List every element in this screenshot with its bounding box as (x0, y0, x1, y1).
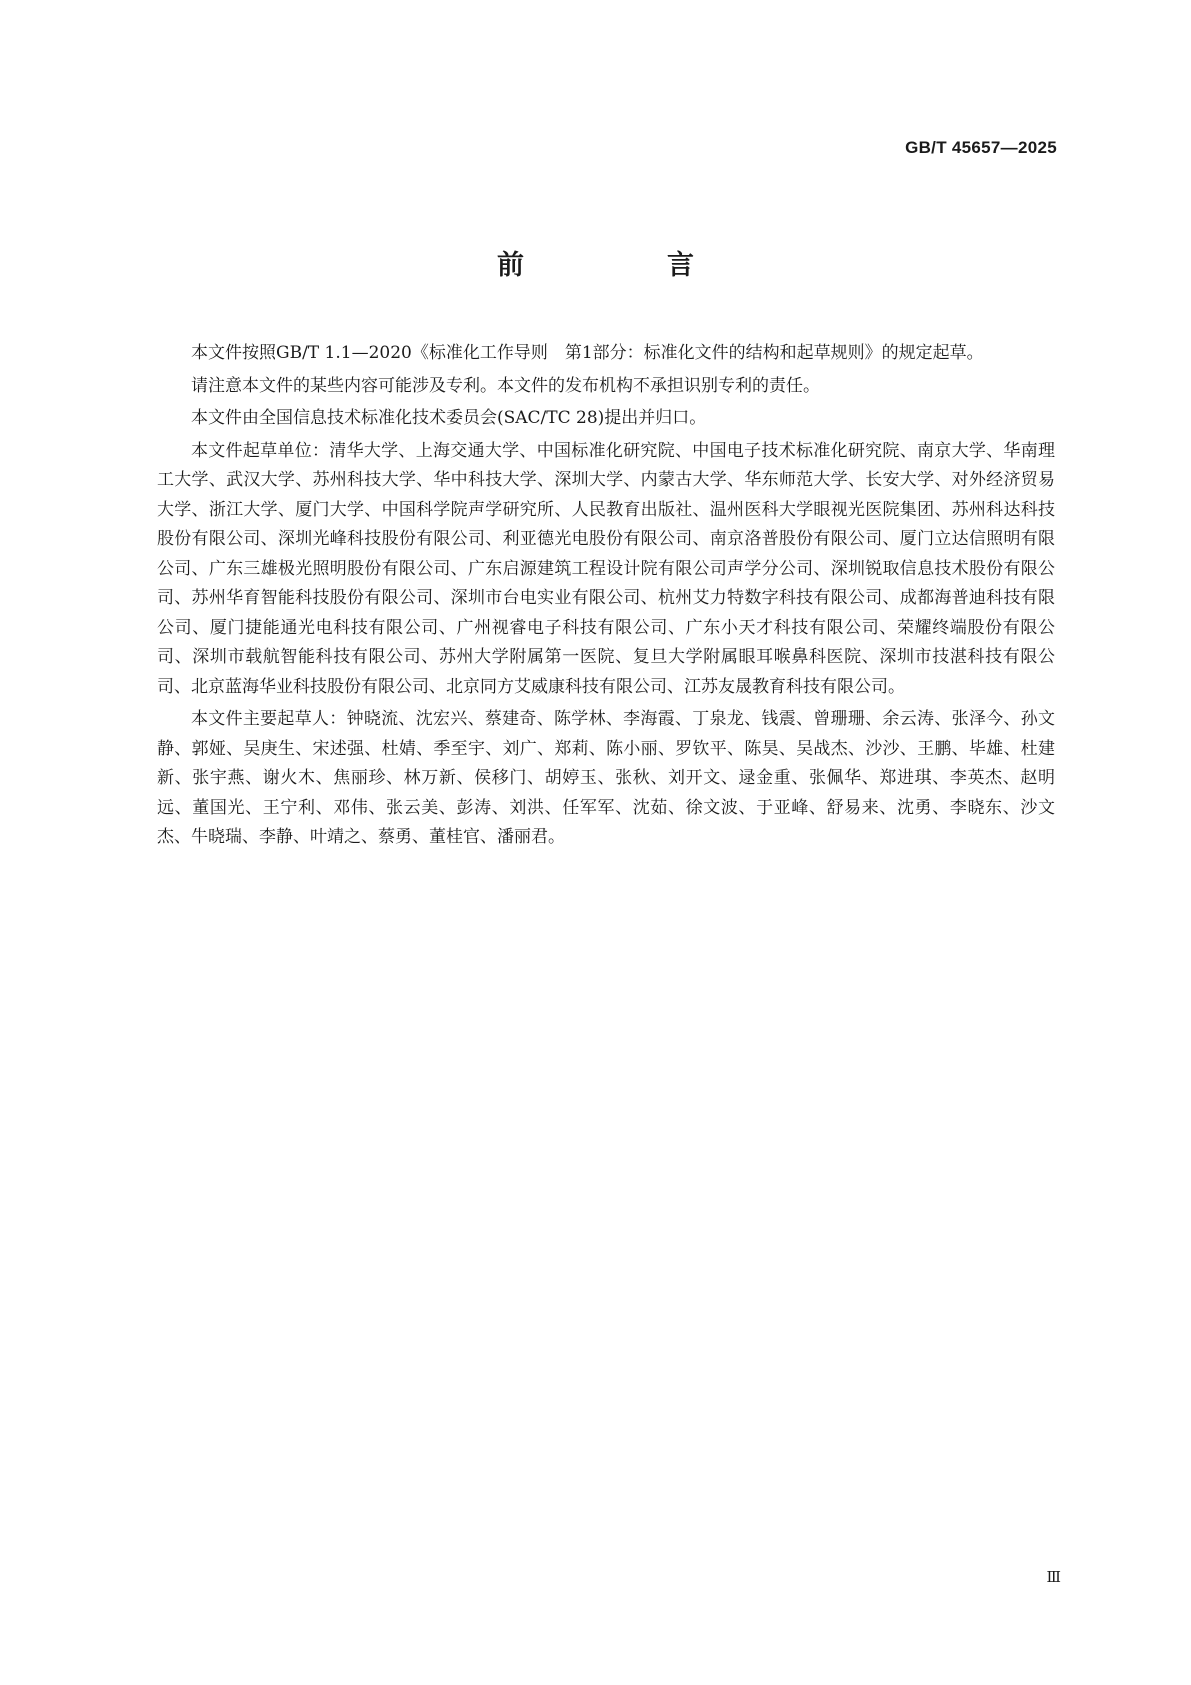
page-number: Ⅲ (1046, 1568, 1061, 1586)
paragraph-drafting-rules: 本文件按照GB/T 1.1—2020《标准化工作导则 第1部分：标准化文件的结构和起草规则》的规定起草。 (191, 343, 984, 363)
paragraph-drafters: 本文件主要起草人：钟晓流、沈宏兴、蔡建奇、陈学林、李海霞、丁泉龙、钱震、曾珊珊、余云涛、张泽今、孙文静、郭娅、吴庚生、宋述强、杜婧、季至宇、刘广、郑莉、陈小丽、罗钦平、陈昊、吴战杰、沙沙、王鹏、毕雄、杜建新、张宇燕、谢火木、焦丽珍、林万新、侯移门、胡婷玉、张秋、刘开文、逯金重、张佩华、郑进琪、李英杰、赵明远、董国光、王宁利、邓伟、张云美、彭涛、刘洪、任军军、沈茹、徐文波、于亚峰、舒易来、沈勇、李晓东、沙文杰、牛晓瑞、李静、叶靖之、蔡勇、董桂官、潘丽君。 (157, 709, 1055, 847)
paragraph-drafting-units: 本文件起草单位：清华大学、上海交通大学、中国标准化研究院、中国电子技术标准化研究院、南京大学、华南理工大学、武汉大学、苏州科技大学、华中科技大学、深圳大学、内蒙古大学、华东师范大学、长安大学、对外经济贸易大学、浙江大学、厦门大学、中国科学院声学研究所、人民教育出版社、温州医科大学眼视光医院集团、苏州科达科技股份有限公司、深圳光峰科技股份有限公司、利亚德光电股份有限公司、南京洛普股份有限公司、厦门立达信照明有限公司、广东三雄极光照明股份有限公司、广东启源建筑工程设计院有限公司声学分公司、深圳锐取信息技术股份有限公司、苏州华育智能科技股份有限公司、深圳市台电实业有限公司、杭州艾力特数字科技有限公司、成都海普迪科技有限公司、厦门捷能通光电科技有限公司、广州视睿电子科技有限公司、广东小天才科技有限公司、荣耀终端股份有限公司、深圳市载航智能科技有限公司、苏州大学附属第一医院、复旦大学附属眼耳喉鼻科医院、深圳市技湛科技有限公司、北京蓝海华业科技股份有限公司、北京同方艾威康科技有限公司、江苏友晟教育科技有限公司。 (157, 440, 1055, 697)
page-title: 前 言 (497, 250, 752, 281)
paragraph-patent-notice: 请注意本文件的某些内容可能涉及专利。本文件的发布机构不承担识别专利的责任。 (191, 375, 820, 396)
paragraph-proposer: 本文件由全国信息技术标准化技术委员会(SAC/TC 28)提出并归口。 (191, 408, 707, 428)
standard-code: GB/T 45657—2025 (905, 138, 1057, 157)
foreword-body (157, 339, 1055, 856)
